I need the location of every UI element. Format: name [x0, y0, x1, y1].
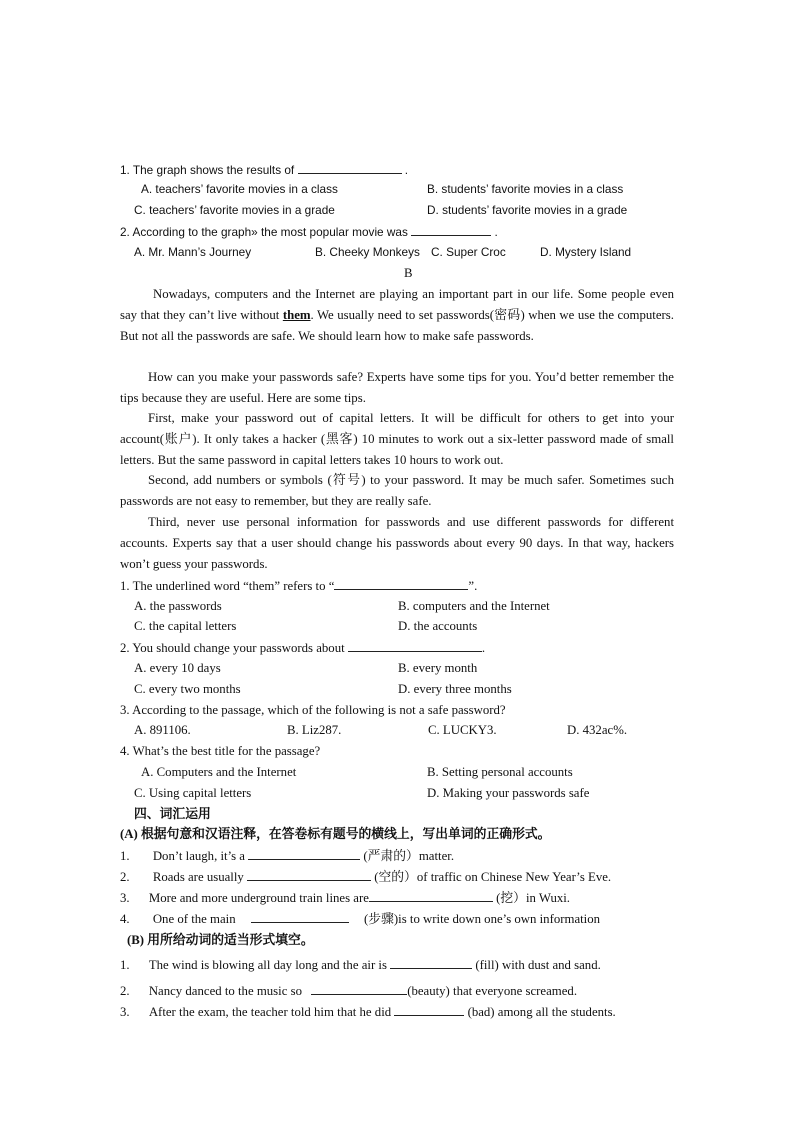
option: A. Mr. Mann’s Journey — [134, 245, 252, 259]
subsection-title: (B) 用所给动词的适当形式填空。 — [127, 933, 314, 947]
option: A. teachers’ favorite movies in a class — [141, 182, 338, 196]
underlined-word: them — [282, 307, 311, 322]
answer-blank[interactable] — [390, 956, 472, 969]
option: D. students’ favorite movies in a grade — [427, 203, 628, 217]
question-a2-suffix: . — [494, 225, 498, 239]
option: B. Cheeky Monkeys — [315, 245, 420, 259]
option: B. Setting personal accounts — [427, 765, 573, 779]
answer-blank[interactable] — [348, 639, 482, 652]
question-b2: 2. You should change your passwords about . — [120, 641, 486, 655]
question-b4: 4. What’s the best title for the passage? — [120, 744, 321, 758]
question-a1-stem: 1. The graph shows the results of — [120, 163, 295, 177]
passage-paragraph-5: Third, never use personal information for passwords and use different passwords for different accounts. Experts say that a user should change his passwords about every 90 days. In that way, hackers won’t guess your passwords. — [120, 515, 674, 571]
question-b3: 3. According to the passage, which of the following is not a safe password? — [120, 703, 506, 717]
option: A. the passwords — [134, 599, 222, 613]
answer-blank[interactable] — [247, 868, 371, 881]
vocab-b-item: 2. Nancy danced to the music so (beauty) that everyone screamed. — [120, 984, 578, 998]
vocab-a-item: 4. One of the main (步骤)is to write down one’s own information — [120, 912, 601, 926]
option: C. the capital letters — [134, 619, 237, 633]
option: B. Liz287. — [287, 723, 342, 737]
option: D. Making your passwords safe — [427, 786, 590, 800]
option: D. every three months — [398, 682, 512, 696]
option: D. Mystery Island — [540, 245, 632, 259]
option: C. LUCKY3. — [428, 723, 497, 737]
option: A. every 10 days — [134, 661, 221, 675]
option: B. every month — [398, 661, 478, 675]
question-a2 — [120, 223, 498, 240]
question-a1-suffix: . — [404, 163, 409, 177]
answer-blank[interactable] — [411, 223, 491, 236]
passage-paragraph-3: First, make your password out of capital letters. It will be difficult for others to get into your account(账户). It only takes a hacker (黑客) 10 minutes to work out a six-letter password made of small letters. But the same password in capital letters takes 10 hours to work out. — [120, 411, 674, 467]
section-label: B — [404, 266, 413, 280]
option: A. Computers and the Internet — [141, 765, 297, 779]
answer-blank[interactable] — [334, 577, 468, 590]
answer-blank[interactable] — [311, 982, 407, 995]
passage-paragraph-4: Second, add numbers or symbols (符号) to your password. It may be much safer. Sometimes such passwords are not easy to remember, but they are really safe. — [120, 473, 674, 508]
vocab-b-item: 1. The wind is blowing all day long and the air is (fill) with dust and sand. — [120, 958, 601, 972]
passage-paragraph-2: How can you make your passwords safe? Experts have some tips for you. You’d better remember the tips because they are useful. Here are some tips. — [120, 370, 674, 405]
option: C. Using capital letters — [134, 786, 252, 800]
option: D. 432ac%. — [567, 723, 628, 737]
option: C. teachers’ favorite movies in a grade — [134, 203, 335, 217]
option: C. every two months — [134, 682, 241, 696]
question-a2-stem: 2. According to the graph» the most popular movie was — [120, 225, 408, 239]
answer-blank[interactable] — [251, 910, 349, 923]
vocab-a-item: 2. Roads are usually (空的）of traffic on Chinese New Year’s Eve. — [120, 870, 612, 884]
option: B. students’ favorite movies in a class — [427, 182, 624, 196]
option: D. the accounts — [398, 619, 478, 633]
vocab-a-item: 1. Don’t laugh, it’s a (严肃的）matter. — [120, 849, 455, 863]
question-a1 — [120, 161, 408, 178]
subsection-title: (A) 根据句意和汉语注释，在答卷标有题号的横线上，写出单词的正确形式。 — [120, 827, 551, 841]
option: A. 891106. — [134, 723, 191, 737]
section-title: 四、词汇运用 — [134, 807, 211, 821]
question-b1: 1. The underlined word “them” refers to “ ”. — [120, 579, 478, 593]
answer-blank[interactable] — [394, 1003, 464, 1016]
option: B. computers and the Internet — [398, 599, 550, 613]
answer-blank[interactable] — [298, 161, 402, 174]
vocab-b-item: 3. After the exam, the teacher told him that he did (bad) among all the students. — [120, 1005, 616, 1019]
vocab-a-item: 3. More and more underground train lines are (挖）in Wuxi. — [120, 891, 571, 905]
answer-blank[interactable] — [248, 847, 360, 860]
option: C. Super Croc — [431, 245, 506, 259]
passage-paragraph-1: Nowadays, computers and the Internet are playing an important part in our life. Some people even say that they can’t live without them. We usually need to set passwords(密码) when we use the computers. But not all the passwords are safe. We should learn how to make safe passwords. — [120, 287, 674, 343]
answer-blank[interactable] — [369, 889, 493, 902]
